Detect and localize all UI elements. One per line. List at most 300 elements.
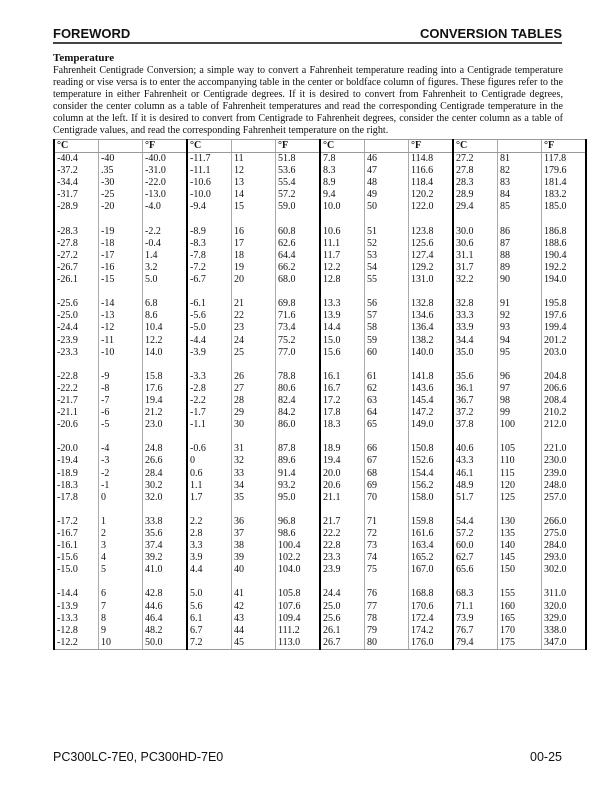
table-cell: 11	[232, 153, 276, 166]
table-cell	[542, 504, 587, 516]
table-cell: 60.8	[276, 226, 321, 238]
table-cell: 98	[498, 395, 542, 407]
table-cell: 15.8	[143, 371, 188, 383]
table-cell: 33	[232, 468, 276, 480]
table-cell: 0.6	[187, 468, 232, 480]
table-cell: 69	[365, 480, 409, 492]
table-cell: 329.0	[542, 613, 587, 625]
table-cell: 28	[232, 395, 276, 407]
table-cell: 11.7	[320, 250, 365, 262]
table-cell: 208.4	[542, 395, 587, 407]
table-cell: 85	[498, 201, 542, 213]
table-cell: 27.2	[453, 153, 498, 166]
table-row	[54, 637, 586, 650]
table-cell: -19.4	[54, 455, 99, 467]
table-cell: 125.6	[409, 238, 454, 250]
table-cell: -1.7	[187, 407, 232, 419]
table-cell: -3	[99, 455, 143, 467]
table-cell: 37.8	[453, 419, 498, 431]
table-cell: 2.2	[187, 516, 232, 528]
table-cell	[365, 431, 409, 443]
table-cell: 57.2	[453, 528, 498, 540]
spacer-row	[54, 286, 586, 298]
table-cell: 192.2	[542, 262, 587, 274]
table-cell: 40.6	[453, 443, 498, 455]
table-cell: 120	[498, 480, 542, 492]
table-cell: -27.2	[54, 250, 99, 262]
table-cell: 84	[498, 189, 542, 201]
table-cell: -3.3	[187, 371, 232, 383]
table-cell: -15.0	[54, 564, 99, 576]
table-cell: 23.9	[320, 564, 365, 576]
table-row	[54, 625, 586, 637]
table-cell: -20.0	[54, 443, 99, 455]
table-cell	[232, 140, 276, 153]
table-cell: 43.3	[453, 455, 498, 467]
table-cell: 91	[498, 298, 542, 310]
table-cell	[498, 286, 542, 298]
table-cell	[320, 286, 365, 298]
table-cell: 66	[365, 443, 409, 455]
table-cell	[54, 576, 99, 588]
table-cell: 53.6	[276, 165, 321, 177]
table-cell: 32.8	[453, 298, 498, 310]
table-cell: 77.0	[276, 347, 321, 359]
table-cell: 23.0	[143, 419, 188, 431]
table-cell: 16.7	[320, 383, 365, 395]
table-cell: 86	[498, 226, 542, 238]
table-cell: -13	[99, 310, 143, 322]
table-cell: -8.9	[187, 226, 232, 238]
table-cell: 30.6	[453, 238, 498, 250]
table-cell: -8.3	[187, 238, 232, 250]
table-cell: -1.1	[187, 419, 232, 431]
table-cell: 12.2	[320, 262, 365, 274]
table-cell: 25.0	[320, 601, 365, 613]
table-cell: -13.3	[54, 613, 99, 625]
table-cell: -16	[99, 262, 143, 274]
table-cell: 19	[232, 262, 276, 274]
table-cell: 71.6	[276, 310, 321, 322]
table-cell: -22.8	[54, 371, 99, 383]
footer-page-number: 00-25	[530, 750, 562, 764]
table-cell: 123.8	[409, 226, 454, 238]
table-cell: 163.4	[409, 540, 454, 552]
table-cell: 21	[232, 298, 276, 310]
header-left: FOREWORD	[53, 26, 131, 41]
table-cell: 115	[498, 468, 542, 480]
table-cell: -4.4	[187, 335, 232, 347]
table-cell	[409, 286, 454, 298]
temperature-conversion-table	[53, 139, 587, 650]
table-cell: -4	[99, 443, 143, 455]
table-cell: 127.4	[409, 250, 454, 262]
table-cell: 120.2	[409, 189, 454, 201]
table-cell: 26.1	[320, 625, 365, 637]
table-cell: 160	[498, 601, 542, 613]
table-cell: 62.7	[453, 552, 498, 564]
spacer-row	[54, 504, 586, 516]
table-cell: 117.8	[542, 153, 587, 166]
table-cell: 57.2	[276, 189, 321, 201]
table-cell: 51.7	[453, 492, 498, 504]
table-cell: 89.6	[276, 455, 321, 467]
table-cell: 93	[498, 322, 542, 334]
table-cell: 116.6	[409, 165, 454, 177]
table-row	[54, 298, 586, 310]
table-cell: -2.8	[187, 383, 232, 395]
table-cell: 51	[365, 226, 409, 238]
table-cell: 61	[365, 371, 409, 383]
table-cell: 158.0	[409, 492, 454, 504]
spacer-row	[54, 214, 586, 226]
table-cell: -0.4	[143, 238, 188, 250]
table-row	[54, 322, 586, 334]
table-cell: 4.4	[187, 564, 232, 576]
table-cell: °C	[187, 140, 232, 153]
table-cell: 46.4	[143, 613, 188, 625]
table-cell: 7	[99, 601, 143, 613]
table-cell: 28.4	[143, 468, 188, 480]
table-cell: -12.2	[54, 637, 99, 650]
table-cell: 36	[232, 516, 276, 528]
table-cell: -11.1	[187, 165, 232, 177]
table-cell: 147.2	[409, 407, 454, 419]
table-cell: -20.6	[54, 419, 99, 431]
table-cell: -37.2	[54, 165, 99, 177]
table-cell	[365, 576, 409, 588]
table-cell	[187, 214, 232, 226]
table-cell: 55	[365, 274, 409, 286]
table-row	[54, 201, 586, 213]
table-cell: 45	[232, 637, 276, 650]
table-cell: 167.0	[409, 564, 454, 576]
table-cell	[143, 359, 188, 371]
table-cell	[276, 431, 321, 443]
table-cell: 64	[365, 407, 409, 419]
header-right: CONVERSION TABLES	[419, 26, 562, 41]
table-cell: 32.0	[143, 492, 188, 504]
table-cell: 4	[99, 552, 143, 564]
table-cell: -14.4	[54, 588, 99, 600]
table-cell	[453, 214, 498, 226]
table-cell: 14.4	[320, 322, 365, 334]
table-cell: 87.8	[276, 443, 321, 455]
spacer-row	[54, 431, 586, 443]
table-cell: 275.0	[542, 528, 587, 540]
table-cell: 36.1	[453, 383, 498, 395]
table-cell: 104.0	[276, 564, 321, 576]
table-cell: 55.4	[276, 177, 321, 189]
table-cell: -17.2	[54, 516, 99, 528]
table-cell: -13.9	[54, 601, 99, 613]
table-cell	[542, 359, 587, 371]
table-cell	[320, 504, 365, 516]
table-cell: 97	[498, 383, 542, 395]
table-cell: 26.7	[320, 637, 365, 650]
table-cell	[453, 504, 498, 516]
table-row	[54, 564, 586, 576]
table-cell: 54	[365, 262, 409, 274]
table-cell: -20	[99, 201, 143, 213]
table-cell	[498, 576, 542, 588]
table-cell: 41.0	[143, 564, 188, 576]
table-cell	[54, 286, 99, 298]
table-cell: -25.6	[54, 298, 99, 310]
table-cell: -40	[99, 153, 143, 166]
table-cell: °F	[276, 140, 321, 153]
table-cell: 293.0	[542, 552, 587, 564]
table-cell: 52	[365, 238, 409, 250]
table-cell: 165.2	[409, 552, 454, 564]
table-cell	[409, 431, 454, 443]
table-cell: 130	[498, 516, 542, 528]
table-cell: 79.4	[453, 637, 498, 650]
table-cell: 39	[232, 552, 276, 564]
table-cell: 17.8	[320, 407, 365, 419]
table-cell: 125	[498, 492, 542, 504]
table-cell: 94	[498, 335, 542, 347]
table-cell: 33.8	[143, 516, 188, 528]
table-cell: 80.6	[276, 383, 321, 395]
table-cell: 12	[232, 165, 276, 177]
table-cell: 105	[498, 443, 542, 455]
table-cell: 50	[365, 201, 409, 213]
table-cell: 30.0	[453, 226, 498, 238]
table-cell: -40.4	[54, 153, 99, 166]
table-cell: 3.3	[187, 540, 232, 552]
table-cell: 12.8	[320, 274, 365, 286]
table-cell	[320, 431, 365, 443]
table-cell: 172.4	[409, 613, 454, 625]
spacer-row	[54, 359, 586, 371]
table-cell: 140.0	[409, 347, 454, 359]
table-cell: 33.3	[453, 310, 498, 322]
table-cell: 65	[365, 419, 409, 431]
table-cell: 21.2	[143, 407, 188, 419]
table-cell: 75.2	[276, 335, 321, 347]
table-cell	[498, 431, 542, 443]
table-row	[54, 238, 586, 250]
table-cell: -7.2	[187, 262, 232, 274]
table-cell	[498, 140, 542, 153]
table-cell: -30	[99, 177, 143, 189]
spacer-row	[54, 576, 586, 588]
table-row	[54, 528, 586, 540]
table-cell: 1.1	[187, 480, 232, 492]
table-cell: 16	[232, 226, 276, 238]
table-cell: 17.2	[320, 395, 365, 407]
table-row	[54, 588, 586, 600]
table-cell: 10.0	[320, 201, 365, 213]
table-cell: -21.1	[54, 407, 99, 419]
table-cell: -19	[99, 226, 143, 238]
table-cell: 91.4	[276, 468, 321, 480]
table-cell: 145	[498, 552, 542, 564]
table-cell: -6.1	[187, 298, 232, 310]
table-cell	[498, 214, 542, 226]
table-cell: 41	[232, 588, 276, 600]
table-cell: 15.0	[320, 335, 365, 347]
table-cell: 34.4	[453, 335, 498, 347]
table-cell: 183.2	[542, 189, 587, 201]
table-cell: 110	[498, 455, 542, 467]
table-cell: 5.0	[143, 274, 188, 286]
table-cell: -11.7	[187, 153, 232, 166]
intro-paragraph: Fahrenheit Centigrade Conversion; a simple way to convert a Fahrenheit temperature reading into a Centigrade temperature reading or vise versa is to enter the accompanying table in the center or boldface column of figures. These figures refer to the temperature in either Fahrenheit or Centigrade degrees. If it is desired to convert from Fahrenheit to Centigrade degrees, consider the center column as a table of Fahrenheit temperatures and read the corresponding Centigrade temperature in the column at the left. If it is desired to convert from Centigrade to Fahrenheit degrees, consider the center column as a table of Centigrade values, and read the corresponding Fahrenheit temperature on the right.	[53, 65, 563, 137]
table-cell: -26.7	[54, 262, 99, 274]
table-cell	[365, 140, 409, 153]
table-cell: 21.7	[320, 516, 365, 528]
table-cell: -12.8	[54, 625, 99, 637]
table-cell: -25.0	[54, 310, 99, 322]
table-cell: 71	[365, 516, 409, 528]
table-cell: 179.6	[542, 165, 587, 177]
table-cell: 48.9	[453, 480, 498, 492]
table-cell: -22.0	[143, 177, 188, 189]
table-cell: 100	[498, 419, 542, 431]
table-cell	[99, 140, 143, 153]
table-cell: 92	[498, 310, 542, 322]
table-cell: -3.9	[187, 347, 232, 359]
table-cell: -5.6	[187, 310, 232, 322]
table-cell: 8.6	[143, 310, 188, 322]
table-cell: -4.0	[143, 201, 188, 213]
table-cell: 31	[232, 443, 276, 455]
table-cell: 17	[232, 238, 276, 250]
table-cell: 149.0	[409, 419, 454, 431]
table-cell: -14	[99, 298, 143, 310]
table-cell: 27	[232, 383, 276, 395]
table-cell: 35.6	[453, 371, 498, 383]
table-cell: 49	[365, 189, 409, 201]
table-cell	[542, 576, 587, 588]
table-cell: 62	[365, 383, 409, 395]
table-cell: -2.2	[187, 395, 232, 407]
table-cell: -17	[99, 250, 143, 262]
table-cell: °C	[54, 140, 99, 153]
table-cell: 18	[232, 250, 276, 262]
table-cell: 68.0	[276, 274, 321, 286]
table-cell: 22	[232, 310, 276, 322]
table-cell: 33.9	[453, 322, 498, 334]
table-row	[54, 395, 586, 407]
table-cell: 143.6	[409, 383, 454, 395]
table-cell: 13.9	[320, 310, 365, 322]
table-cell: 24.8	[143, 443, 188, 455]
table-cell: 203.0	[542, 347, 587, 359]
table-cell: 31.1	[453, 250, 498, 262]
table-row	[54, 552, 586, 564]
table-cell	[453, 576, 498, 588]
table-cell: -24.4	[54, 322, 99, 334]
table-cell: 32.2	[453, 274, 498, 286]
table-cell	[320, 576, 365, 588]
table-cell: 17.6	[143, 383, 188, 395]
table-cell: -16.1	[54, 540, 99, 552]
table-cell: -18.9	[54, 468, 99, 480]
table-row	[54, 601, 586, 613]
table-cell: 48	[365, 177, 409, 189]
table-cell: -31.7	[54, 189, 99, 201]
table-cell: 63	[365, 395, 409, 407]
table-cell: 76.7	[453, 625, 498, 637]
table-cell: -9.4	[187, 201, 232, 213]
table-cell: 31.7	[453, 262, 498, 274]
table-cell: 114.8	[409, 153, 454, 166]
table-cell: 5.0	[187, 588, 232, 600]
table-cell: 154.4	[409, 468, 454, 480]
table-cell: 138.2	[409, 335, 454, 347]
table-cell: 68.3	[453, 588, 498, 600]
table-cell: 78.8	[276, 371, 321, 383]
table-row	[54, 443, 586, 455]
table-cell: 99	[498, 407, 542, 419]
table-cell	[143, 504, 188, 516]
table-cell: 26	[232, 371, 276, 383]
table-cell: 38	[232, 540, 276, 552]
table-cell: 89	[498, 262, 542, 274]
table-cell: 25.6	[320, 613, 365, 625]
table-cell: 338.0	[542, 625, 587, 637]
table-cell: 100.4	[276, 540, 321, 552]
table-cell: 28.9	[453, 189, 498, 201]
table-cell: 84.2	[276, 407, 321, 419]
table-cell	[453, 359, 498, 371]
table-cell: -5	[99, 419, 143, 431]
table-cell: 194.0	[542, 274, 587, 286]
table-cell: 56	[365, 298, 409, 310]
table-cell: 210.2	[542, 407, 587, 419]
table-cell: 152.6	[409, 455, 454, 467]
table-cell: 37.4	[143, 540, 188, 552]
table-row	[54, 153, 586, 166]
table-cell: -17.8	[54, 492, 99, 504]
table-cell: 22.8	[320, 540, 365, 552]
table-cell: 8.3	[320, 165, 365, 177]
table-cell: 221.0	[542, 443, 587, 455]
table-cell	[143, 214, 188, 226]
table-cell: °C	[453, 140, 498, 153]
table-cell: 118.4	[409, 177, 454, 189]
table-cell: 18.3	[320, 419, 365, 431]
table-cell: 88	[498, 250, 542, 262]
table-cell: 74	[365, 552, 409, 564]
table-cell	[409, 214, 454, 226]
table-cell: 42	[232, 601, 276, 613]
table-cell: 35	[232, 492, 276, 504]
table-cell: 54.4	[453, 516, 498, 528]
table-cell: -1	[99, 480, 143, 492]
table-cell: 156.2	[409, 480, 454, 492]
table-cell: 75	[365, 564, 409, 576]
table-cell: 40	[232, 564, 276, 576]
table-cell: -7.8	[187, 250, 232, 262]
table-cell: 20.0	[320, 468, 365, 480]
table-cell: 159.8	[409, 516, 454, 528]
table-cell	[99, 286, 143, 298]
table-cell: -15.6	[54, 552, 99, 564]
table-cell: -0.6	[187, 443, 232, 455]
table-cell: 195.8	[542, 298, 587, 310]
table-cell: 46	[365, 153, 409, 166]
table-cell: -10.6	[187, 177, 232, 189]
table-row	[54, 468, 586, 480]
table-cell: 14.0	[143, 347, 188, 359]
table-cell	[232, 214, 276, 226]
table-row	[54, 177, 586, 189]
table-cell: 71.1	[453, 601, 498, 613]
